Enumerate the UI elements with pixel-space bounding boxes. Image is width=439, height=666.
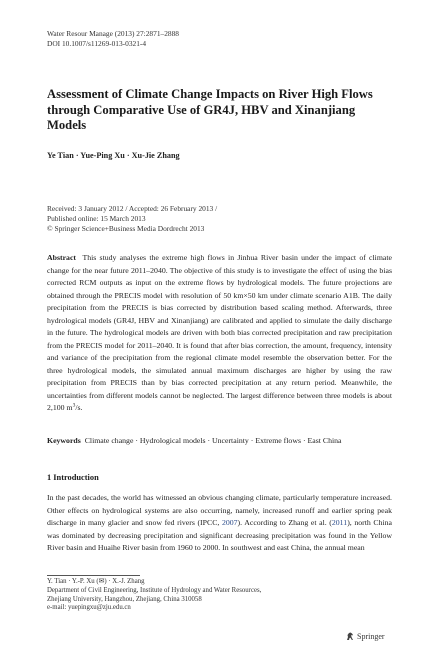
received-accepted-line: Received: 3 January 2012 / Accepted: 26 February 2013 / [47,204,218,213]
abstract-unit-tail: /s. [75,403,83,412]
intro-paragraph [47,492,392,555]
intro-text-b: ). According to Zhang et al. ( [237,518,332,527]
author-list: Ye Tian · Yue-Ping Xu · Xu-Jie Zhang [47,151,180,160]
keywords [47,436,392,445]
publisher-logo [345,631,385,641]
footnote-authors: Y. Tian · Y.-P. Xu (✉) · X.-J. Zhang [47,578,145,585]
citation-link-zhang[interactable]: 2011 [331,518,348,527]
footnote-university: Zhejiang University, Hangzhou, Zhejiang, China 310058 [47,595,202,603]
journal-header [47,29,179,49]
intro-text-c: ), north China was dominated by decreasing precipitation and significant decreasing precipitation was found in the Yellow River basin and Huaihe River basin from 1960 to 2000. In southwest and east China, the annual mean [47,518,392,552]
springer-horse-icon [345,631,355,641]
footnote-department: Department of Civil Engineering, Institute of Hydrology and Water Resources, [47,586,262,594]
doi-line: DOI 10.1007/s11269-013-0321-4 [47,39,147,48]
journal-citation: Water Resour Manage (2013) 27:2871–2888 [47,29,179,38]
section-heading: 1 Introduction [47,473,99,482]
footnote-email[interactable]: e-mail: yuepingxu@zju.edu.cn [47,604,131,612]
citation-link-ipcc[interactable]: 2007 [221,518,238,527]
abstract-text: This study analyses the extreme high flows in Jinhua River basin under the impact of climate change for the near future 2011–2040. The objective of this study is to investigate the effect of using the bias corrected RCM outputs as input on the extreme flows by hydrological models. The future projections are obtained through the PRECIS model with resolution of 50 km×50 km under climate scenario A1B. The daily precipitation from the PRECIS is bias corrected by distribution based scaling method. Afterwards, three hydrological models (GR4J, HBV and Xinanjiang) are calibrated and applied to simulate the daily discharge in the future. The hydrological models are driven with both bias corrected precipitation and raw precipitation from the PRECIS model for 2011–2040. It is found that after bias correction, the amount, frequency, intensity and variance of the precipitation from the regional climate model resemble the observation better. For the three hydrological models, the simulated annual maximum discharges are higher by using the raw precipitation from PRECIS than by bias corrected precipitation at any return period. Meanwhile, the uncertainties from different models cannot be neglected. The largest difference between three models is about 2,100 m [47,253,392,412]
abstract [47,252,392,415]
unit-superscript: 3 [72,402,76,409]
article-dates [47,204,217,234]
intro-text-a: In the past decades, the world has witnessed an obvious changing climate, particularly temperature increased. Other effects on hydrological systems are also occurring, namely, increased runoff and earlier spring peak discharge in many glacier and snow fed rivers (IPCC, [47,493,392,527]
copyright-line: © Springer Science+Business Media Dordrecht 2013 [47,224,205,234]
article-title: Assessment of Climate Change Impacts on River High Flows through Comparative Use of GR4J, HBV and Xinanjiang Models [47,87,373,132]
abstract-label: Abstract [47,253,77,262]
keywords-text: Climate change · Hydrological models · Uncertainty · Extreme flows · East China [84,436,342,445]
published-line: Published online: 15 March 2013 [47,214,146,224]
footnote [47,578,261,613]
publisher-name: Springer [357,631,385,641]
keywords-label: Keywords [47,436,81,445]
footnote-divider [47,575,140,576]
